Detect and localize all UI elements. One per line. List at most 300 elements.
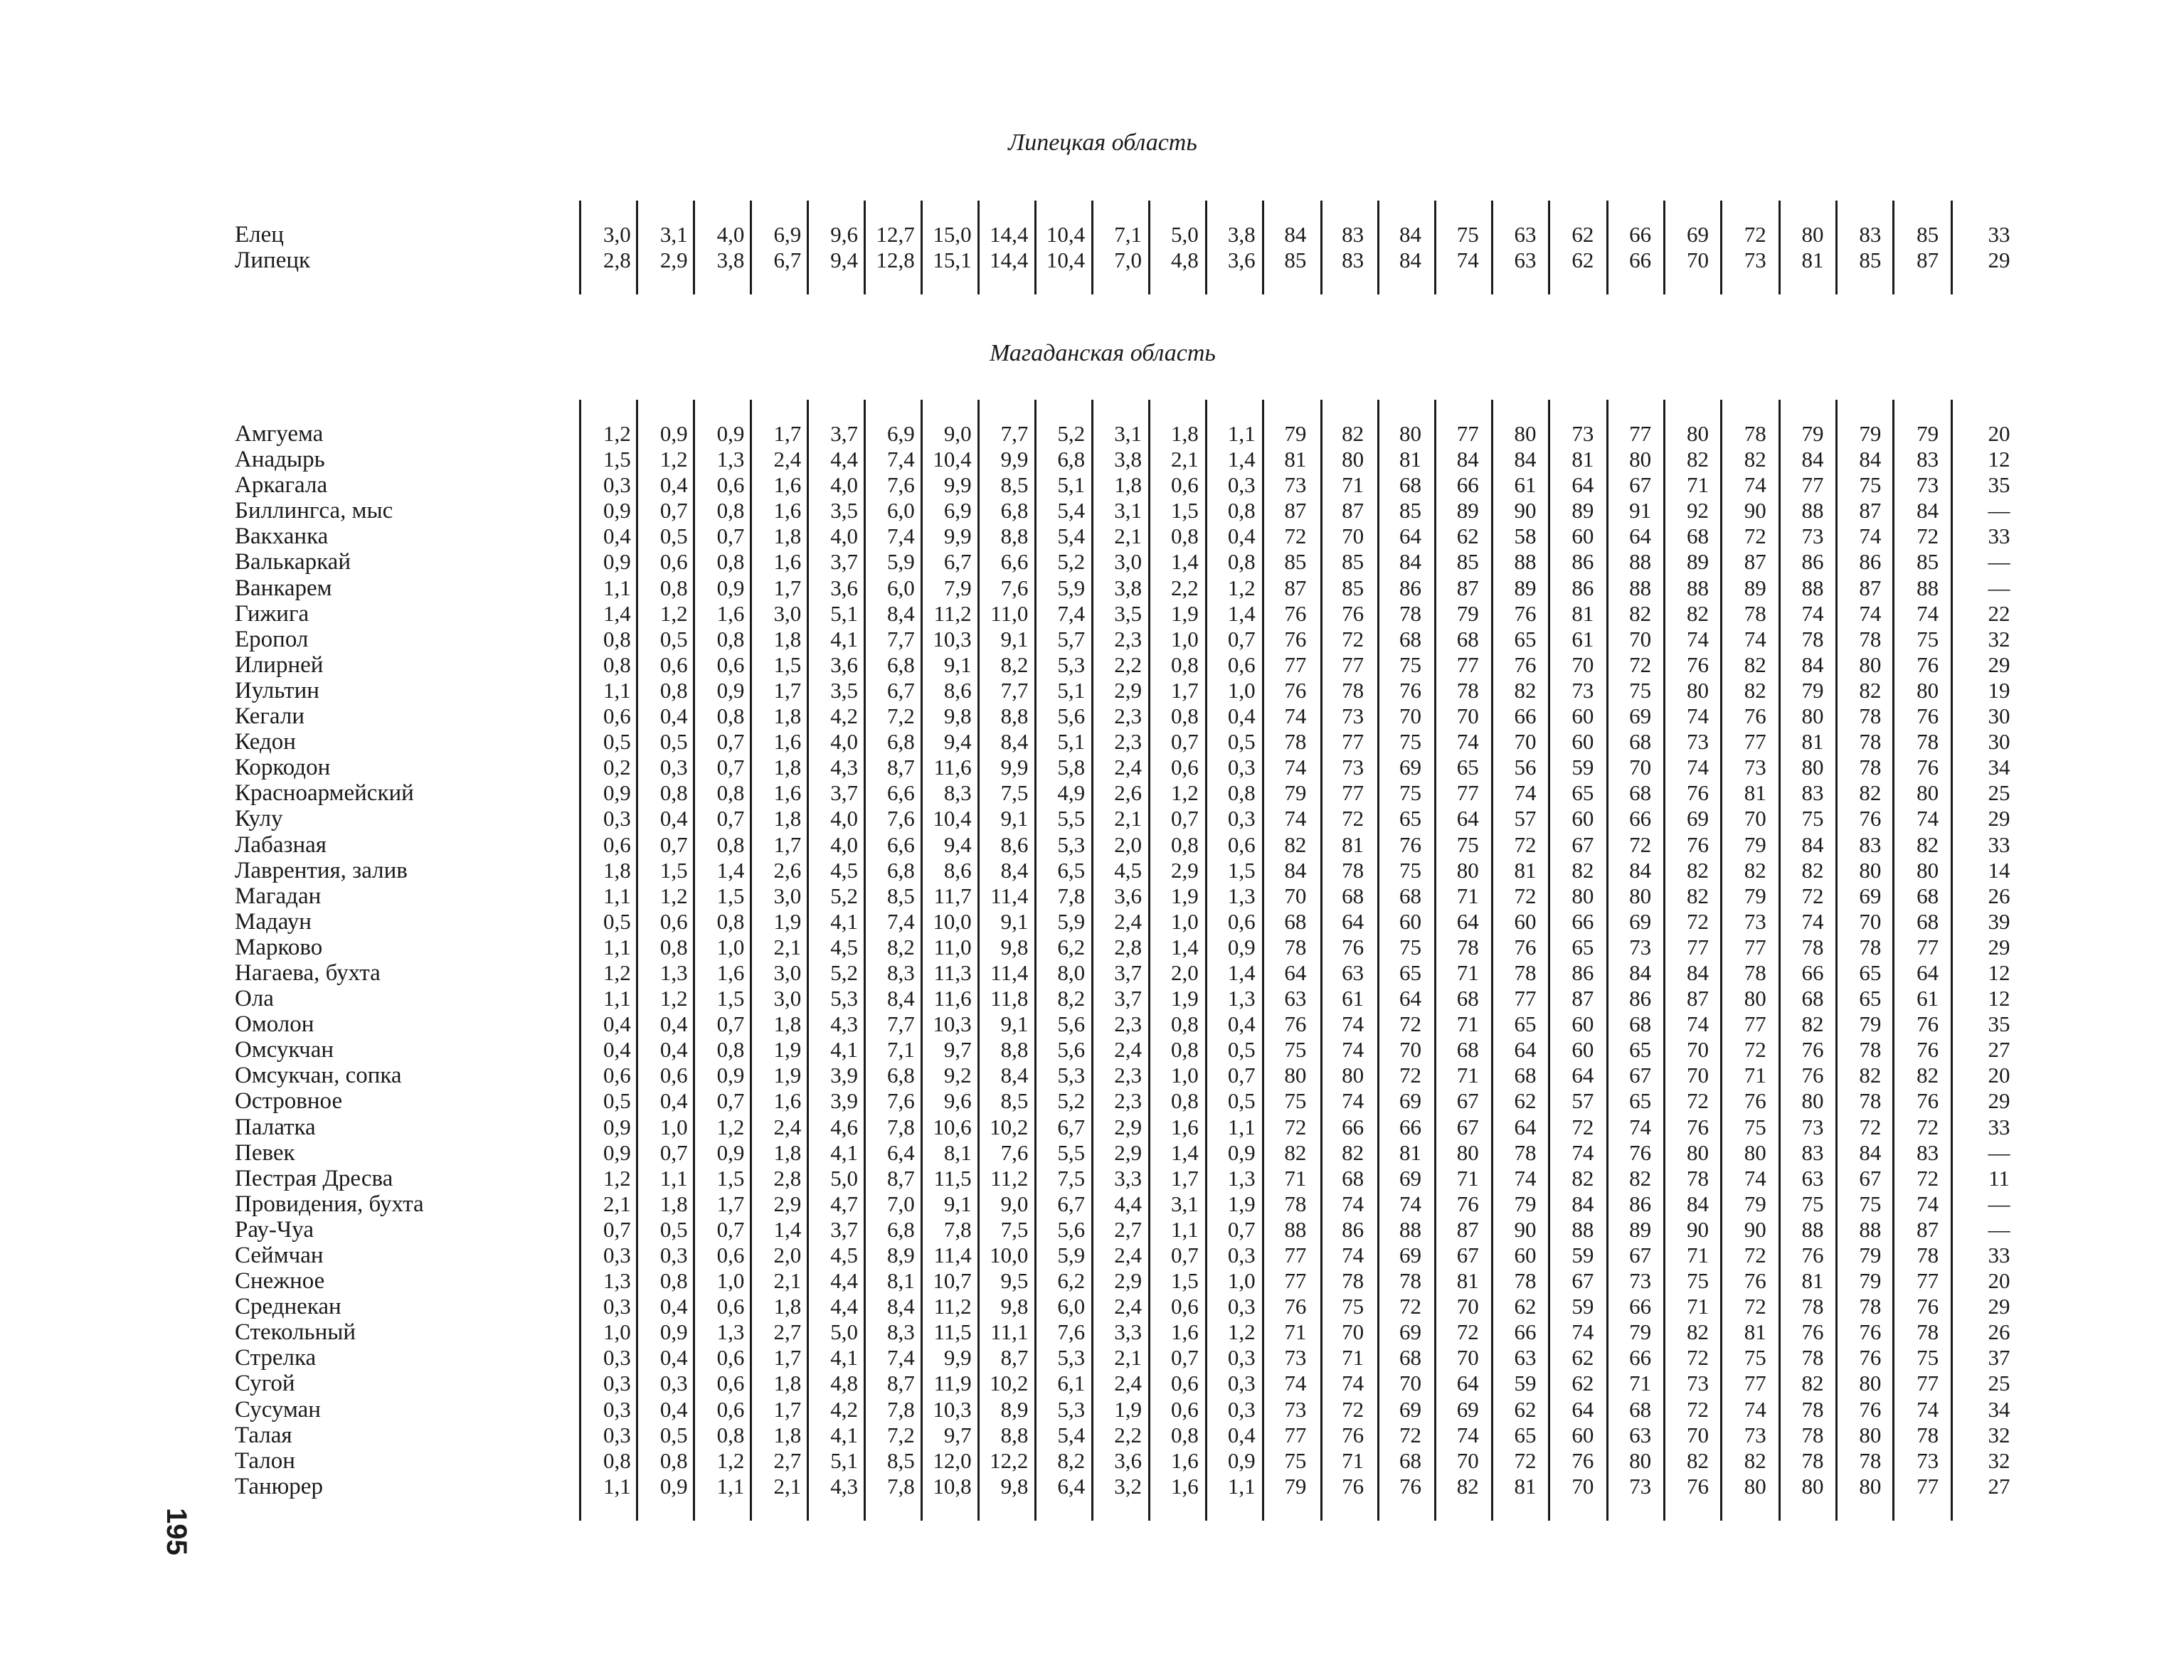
humidity-cell: 72	[1744, 1243, 1766, 1267]
humidity-cell: 60	[1399, 908, 1421, 934]
humidity-cell: 80	[1571, 883, 1594, 908]
humidity-cell: 74	[1686, 703, 1709, 729]
humidity-cell: 67	[1629, 1063, 1652, 1088]
humidity-cell: 82	[1917, 1063, 1939, 1088]
humidity-cell: 82	[1801, 857, 1824, 883]
value-cell: 6,4	[1057, 1473, 1086, 1499]
value-cell: 0,5	[659, 729, 688, 755]
value-cell: 7,5	[1000, 780, 1029, 806]
humidity-cell: 76	[1284, 677, 1307, 703]
value-cell: 0,3	[659, 1371, 688, 1396]
humidity-cell: 72	[1686, 1345, 1709, 1371]
humidity-cell: 80	[1744, 1473, 1766, 1499]
humidity-cell: 74	[1342, 1243, 1364, 1267]
humidity-cell: 64	[1571, 472, 1594, 498]
humidity-cell: 74	[1342, 1037, 1364, 1063]
humidity-cell: 72	[1917, 1114, 1939, 1139]
humidity-cell: 81	[1399, 447, 1421, 472]
humidity-cell: 83	[1859, 831, 1882, 857]
value-cell: 7,4	[887, 523, 915, 549]
humidity-cell: 73	[1571, 677, 1594, 703]
humidity-cell: 82	[1686, 1447, 1709, 1473]
value-cell: 8,3	[887, 959, 915, 985]
humidity-cell: 73	[1744, 248, 1766, 273]
humidity-cell: 74	[1686, 626, 1709, 652]
value-cell: 5,0	[830, 1165, 858, 1191]
value-cell: 3,7	[830, 421, 858, 446]
value-cell: 2,4	[1114, 755, 1142, 780]
value-cell: 0,4	[603, 1037, 631, 1063]
value-cell: 0,4	[659, 1396, 688, 1422]
humidity-cell: 82	[1859, 1063, 1882, 1088]
humidity-cell: 80	[1917, 677, 1939, 703]
humidity-cell: 75	[1629, 677, 1652, 703]
humidity-cell: 64	[1456, 908, 1479, 934]
humidity-cell: 75	[1744, 1114, 1766, 1139]
humidity-cell: 76	[1686, 1114, 1709, 1139]
humidity-cell: 68	[1629, 729, 1652, 755]
value-cell: 8,5	[1000, 472, 1029, 498]
humidity-cell: 67	[1571, 1268, 1594, 1294]
value-cell: 0,7	[659, 831, 688, 857]
station-name: Коркодон	[235, 755, 331, 781]
table-row	[579, 909, 2042, 935]
humidity-cell: 87	[1571, 986, 1594, 1011]
value-cell: 7,8	[887, 1114, 915, 1139]
station-row	[235, 1115, 424, 1140]
value-cell: 1,2	[603, 1165, 631, 1191]
value-cell: 5,1	[1057, 472, 1086, 498]
value-cell: 4,1	[830, 1422, 858, 1447]
humidity-cell: 70	[1686, 248, 1709, 273]
humidity-cell: 66	[1399, 1114, 1421, 1139]
humidity-cell: 68	[1399, 883, 1421, 908]
value-cell: 6,0	[887, 575, 915, 600]
value-cell: 0,8	[603, 1447, 631, 1473]
value-cell: 1,9	[1227, 1191, 1256, 1216]
value-cell: 9,0	[1000, 1191, 1029, 1216]
table-row	[579, 1319, 2042, 1345]
humidity-cell: 71	[1456, 1011, 1479, 1037]
humidity-cell: 65	[1399, 959, 1421, 985]
station-row	[235, 1217, 424, 1243]
value-cell: 8,5	[887, 1447, 915, 1473]
station-row	[235, 1166, 424, 1191]
table-row	[579, 1217, 2042, 1243]
humidity-cell: 71	[1284, 1319, 1307, 1345]
humidity-cell: 79	[1859, 1243, 1882, 1267]
value-cell: 6,6	[1000, 549, 1029, 575]
value-cell: 0,6	[1171, 755, 1199, 780]
value-cell: 1,1	[603, 575, 631, 600]
humidity-cell: 81	[1801, 729, 1824, 755]
humidity-cell: 60	[1571, 703, 1594, 729]
value-cell: 0,7	[1171, 1243, 1199, 1267]
humidity-cell: 76	[1514, 652, 1537, 677]
station-row	[235, 703, 424, 729]
humidity-cell: 68	[1456, 626, 1479, 652]
last-cell: —	[1988, 1216, 2010, 1242]
value-cell: 0,8	[716, 498, 745, 523]
value-cell: 0,6	[603, 1063, 631, 1088]
value-cell: 1,3	[1227, 1165, 1256, 1191]
humidity-cell: 72	[1744, 1294, 1766, 1319]
humidity-cell: 81	[1399, 1139, 1421, 1165]
value-cell: 1,6	[1171, 1114, 1199, 1139]
humidity-cell: 63	[1514, 248, 1537, 273]
humidity-cell: 76	[1917, 1011, 1939, 1037]
humidity-cell: 72	[1744, 222, 1766, 247]
value-cell: 6,7	[943, 549, 972, 575]
humidity-cell: 80	[1801, 1088, 1824, 1114]
humidity-cell: 71	[1456, 1063, 1479, 1088]
humidity-cell: 76	[1342, 600, 1364, 626]
value-cell: 0,9	[603, 780, 631, 806]
value-cell: 4,4	[830, 1268, 858, 1294]
value-cell: 0,2	[603, 755, 631, 780]
value-cell: 5,6	[1057, 1011, 1086, 1037]
value-cell: 0,5	[1227, 729, 1256, 755]
value-cell: 1,4	[603, 600, 631, 626]
humidity-cell: 78	[1514, 1139, 1537, 1165]
humidity-cell: 66	[1342, 1114, 1364, 1139]
value-cell: 2,6	[1114, 780, 1142, 806]
humidity-cell: 70	[1744, 806, 1766, 831]
last-cell: 25	[1988, 1371, 2010, 1396]
humidity-cell: 75	[1801, 1191, 1824, 1216]
value-cell: 1,0	[1227, 1268, 1256, 1294]
humidity-cell: 82	[1917, 831, 1939, 857]
value-cell: 0,9	[603, 1114, 631, 1139]
value-cell: 7,4	[887, 908, 915, 934]
station-row	[235, 780, 424, 806]
humidity-cell: 68	[1342, 1165, 1364, 1191]
humidity-cell: 70	[1456, 1294, 1479, 1319]
humidity-cell: 82	[1744, 677, 1766, 703]
value-cell: 0,7	[1171, 1345, 1199, 1371]
humidity-cell: 86	[1399, 575, 1421, 600]
value-cell: 8,8	[1000, 523, 1029, 549]
last-cell: —	[1988, 498, 2010, 523]
value-cell: 6,8	[887, 1216, 915, 1242]
value-cell: 4,0	[830, 831, 858, 857]
station-row	[235, 248, 310, 273]
humidity-cell: 76	[1514, 934, 1537, 959]
humidity-cell: 78	[1859, 1037, 1882, 1063]
humidity-cell: 76	[1284, 600, 1307, 626]
station-name: Еропол	[235, 626, 309, 652]
humidity-cell: 86	[1342, 1216, 1364, 1242]
value-cell: 0,3	[1227, 806, 1256, 831]
humidity-cell: 75	[1284, 1447, 1307, 1473]
humidity-cell: 87	[1917, 1216, 1939, 1242]
station-row	[235, 222, 310, 248]
humidity-cell: 81	[1744, 1319, 1766, 1345]
humidity-cell: 82	[1284, 831, 1307, 857]
table-row	[579, 960, 2042, 986]
value-cell: 1,2	[659, 447, 688, 472]
humidity-cell: 90	[1514, 498, 1537, 523]
table-row	[579, 780, 2042, 806]
value-cell: 8,4	[887, 1294, 915, 1319]
table-row	[579, 1166, 2042, 1191]
value-cell: 1,1	[603, 934, 631, 959]
humidity-cell: 87	[1456, 575, 1479, 600]
station-row	[235, 523, 424, 549]
humidity-cell: 84	[1629, 959, 1652, 985]
humidity-cell: 76	[1801, 1243, 1824, 1267]
value-cell: 2,8	[773, 1165, 802, 1191]
humidity-cell: 77	[1284, 1268, 1307, 1294]
value-cell: 10,8	[933, 1473, 972, 1499]
value-cell: 8,6	[943, 857, 972, 883]
value-cell: 2,4	[1114, 1294, 1142, 1319]
humidity-cell: 82	[1801, 1371, 1824, 1396]
humidity-cell: 77	[1744, 1011, 1766, 1037]
humidity-cell: 68	[1284, 908, 1307, 934]
humidity-cell: 73	[1917, 472, 1939, 498]
humidity-cell: 75	[1399, 934, 1421, 959]
humidity-cell: 76	[1284, 1011, 1307, 1037]
station-name: Рау-Чуа	[235, 1216, 314, 1243]
value-cell: 3,8	[716, 248, 745, 273]
value-cell: 11,3	[933, 959, 972, 985]
table-row	[579, 1140, 2042, 1166]
station-name: Среднекан	[235, 1294, 341, 1320]
humidity-cell: 79	[1801, 421, 1824, 446]
humidity-cell: 78	[1456, 934, 1479, 959]
humidity-cell: 74	[1456, 248, 1479, 273]
last-cell: 12	[1988, 959, 2010, 985]
humidity-cell: 75	[1399, 652, 1421, 677]
value-cell: 1,7	[773, 831, 802, 857]
humidity-cell: 65	[1629, 1088, 1652, 1114]
value-cell: 10,2	[990, 1371, 1029, 1396]
value-cell: 1,8	[603, 857, 631, 883]
value-cell: 9,8	[1000, 1473, 1029, 1499]
value-cell: 8,9	[1000, 1396, 1029, 1422]
value-cell: 2,4	[1114, 908, 1142, 934]
table-row	[579, 1063, 2042, 1088]
last-cell: 35	[1988, 472, 2010, 498]
value-cell: 8,7	[887, 755, 915, 780]
humidity-cell: 74	[1399, 1191, 1421, 1216]
value-cell: 8,1	[943, 1139, 972, 1165]
humidity-cell: 86	[1629, 986, 1652, 1011]
value-cell: 8,2	[1057, 986, 1086, 1011]
value-cell: 1,3	[659, 959, 688, 985]
humidity-cell: 76	[1686, 831, 1709, 857]
station-row	[235, 935, 424, 960]
humidity-cell: 75	[1456, 222, 1479, 247]
humidity-cell: 76	[1859, 1345, 1882, 1371]
humidity-cell: 73	[1571, 421, 1594, 446]
station-row	[235, 1243, 424, 1268]
value-cell: 3,5	[1114, 600, 1142, 626]
value-cell: 0,3	[603, 1371, 631, 1396]
humidity-cell: 78	[1744, 600, 1766, 626]
humidity-cell: 65	[1514, 1011, 1537, 1037]
table-row	[579, 472, 2042, 498]
humidity-cell: 82	[1686, 883, 1709, 908]
humidity-cell: 90	[1744, 498, 1766, 523]
humidity-cell: 77	[1456, 780, 1479, 806]
value-cell: 0,3	[1227, 1294, 1256, 1319]
value-cell: 11,0	[933, 934, 972, 959]
humidity-cell: 70	[1284, 883, 1307, 908]
value-cell: 4,6	[830, 1114, 858, 1139]
humidity-cell: 76	[1571, 1447, 1594, 1473]
humidity-cell: 74	[1744, 472, 1766, 498]
station-name: Снежное	[235, 1268, 325, 1294]
humidity-cell: 66	[1514, 703, 1537, 729]
value-cell: 6,2	[1057, 934, 1086, 959]
humidity-cell: 72	[1399, 1422, 1421, 1447]
value-cell: 0,6	[716, 472, 745, 498]
value-cell: 0,3	[1227, 472, 1256, 498]
humidity-cell: 86	[1629, 1191, 1652, 1216]
station-row	[235, 1063, 424, 1088]
value-cell: 5,6	[1057, 703, 1086, 729]
humidity-cell: 82	[1629, 1165, 1652, 1191]
humidity-cell: 74	[1284, 755, 1307, 780]
station-row	[235, 909, 424, 935]
value-cell: 2,4	[773, 1114, 802, 1139]
humidity-cell: 66	[1801, 959, 1824, 985]
value-cell: 5,2	[1057, 1088, 1086, 1114]
humidity-cell: 74	[1686, 1011, 1709, 1037]
value-cell: 4,5	[830, 1243, 858, 1267]
value-cell: 0,3	[603, 1422, 631, 1447]
value-cell: 2,9	[1114, 677, 1142, 703]
humidity-cell: 82	[1342, 421, 1364, 446]
humidity-cell: 78	[1514, 1268, 1537, 1294]
humidity-cell: 76	[1342, 1473, 1364, 1499]
humidity-cell: 72	[1514, 883, 1537, 908]
humidity-cell: 64	[1399, 986, 1421, 1011]
value-cell: 0,9	[716, 1139, 745, 1165]
humidity-cell: 82	[1801, 1011, 1824, 1037]
humidity-cell: 79	[1744, 883, 1766, 908]
humidity-cell: 62	[1514, 1396, 1537, 1422]
value-cell: 8,3	[887, 1319, 915, 1345]
station-row	[235, 755, 424, 780]
humidity-cell: 75	[1399, 729, 1421, 755]
value-cell: 8,2	[1057, 1447, 1086, 1473]
humidity-cell: 80	[1859, 652, 1882, 677]
value-cell: 1,9	[773, 908, 802, 934]
station-names	[235, 222, 310, 273]
value-cell: 0,7	[716, 523, 745, 549]
last-cell: 22	[1988, 600, 2010, 626]
value-cell: 7,5	[1000, 1216, 1029, 1242]
value-cell: 2,3	[1114, 729, 1142, 755]
value-cell: 9,7	[943, 1037, 972, 1063]
humidity-cell: 76	[1284, 1294, 1307, 1319]
value-cell: 0,6	[659, 908, 688, 934]
value-cell: 0,9	[716, 677, 745, 703]
humidity-cell: 64	[1629, 523, 1652, 549]
humidity-cell: 89	[1744, 575, 1766, 600]
humidity-cell: 78	[1859, 626, 1882, 652]
station-row	[235, 883, 424, 909]
humidity-cell: 88	[1399, 1216, 1421, 1242]
humidity-cell: 74	[1514, 780, 1537, 806]
value-cell: 7,6	[1057, 1319, 1086, 1345]
station-name: Стекольный	[235, 1319, 356, 1346]
humidity-cell: 84	[1571, 1191, 1594, 1216]
table-row	[579, 1345, 2042, 1371]
humidity-cell: 78	[1801, 1294, 1824, 1319]
value-cell: 9,6	[943, 1088, 972, 1114]
humidity-cell: 82	[1686, 1319, 1709, 1345]
value-cell: 5,0	[1171, 222, 1199, 247]
humidity-cell: 78	[1342, 677, 1364, 703]
value-cell: 0,7	[1227, 1216, 1256, 1242]
last-cell: 20	[1988, 1063, 2010, 1088]
humidity-cell: 62	[1571, 1371, 1594, 1396]
last-cell: 29	[1988, 652, 2010, 677]
value-cell: 5,2	[1057, 421, 1086, 446]
value-cell: 2,1	[773, 1473, 802, 1499]
humidity-cell: 75	[1917, 1345, 1939, 1371]
value-cell: 0,8	[716, 831, 745, 857]
value-cell: 0,9	[716, 575, 745, 600]
station-row	[235, 447, 424, 472]
humidity-cell: 74	[1571, 1139, 1594, 1165]
station-name: Сусуман	[235, 1396, 321, 1423]
value-cell: 9,1	[943, 652, 972, 677]
value-cell: 0,4	[659, 1011, 688, 1037]
humidity-cell: 77	[1342, 729, 1364, 755]
value-cell: 2,3	[1114, 703, 1142, 729]
humidity-cell: 70	[1342, 1319, 1364, 1345]
humidity-cell: 78	[1801, 1345, 1824, 1371]
humidity-cell: 76	[1801, 1319, 1824, 1345]
humidity-cell: 76	[1744, 703, 1766, 729]
table-row	[579, 421, 2042, 447]
value-columns	[579, 222, 2042, 273]
value-cell: 0,6	[1227, 652, 1256, 677]
value-cell: 0,8	[716, 780, 745, 806]
value-cell: 3,0	[1114, 549, 1142, 575]
value-cell: 0,8	[716, 908, 745, 934]
value-cell: 8,4	[887, 600, 915, 626]
humidity-cell: 78	[1917, 1422, 1939, 1447]
value-cell: 12,7	[876, 222, 915, 247]
humidity-cell: 64	[1514, 1037, 1537, 1063]
value-cell: 8,4	[1000, 729, 1029, 755]
humidity-cell: 62	[1571, 222, 1594, 247]
humidity-cell: 75	[1399, 780, 1421, 806]
value-cell: 11,9	[933, 1371, 972, 1396]
humidity-cell: 70	[1686, 1037, 1709, 1063]
station-name: Марково	[235, 934, 323, 960]
value-cell: 2,1	[773, 934, 802, 959]
humidity-cell: 68	[1629, 1396, 1652, 1422]
humidity-cell: 85	[1917, 549, 1939, 575]
humidity-cell: 76	[1399, 677, 1421, 703]
humidity-cell: 77	[1744, 729, 1766, 755]
station-row	[235, 549, 424, 575]
value-cell: 3,8	[1227, 222, 1256, 247]
value-cell: 3,0	[603, 222, 631, 247]
humidity-cell: 80	[1859, 1371, 1882, 1396]
value-cell: 0,9	[659, 1473, 688, 1499]
last-column	[1963, 421, 2035, 1499]
value-cell: 2,4	[1114, 1243, 1142, 1267]
value-cell: 1,7	[773, 1396, 802, 1422]
